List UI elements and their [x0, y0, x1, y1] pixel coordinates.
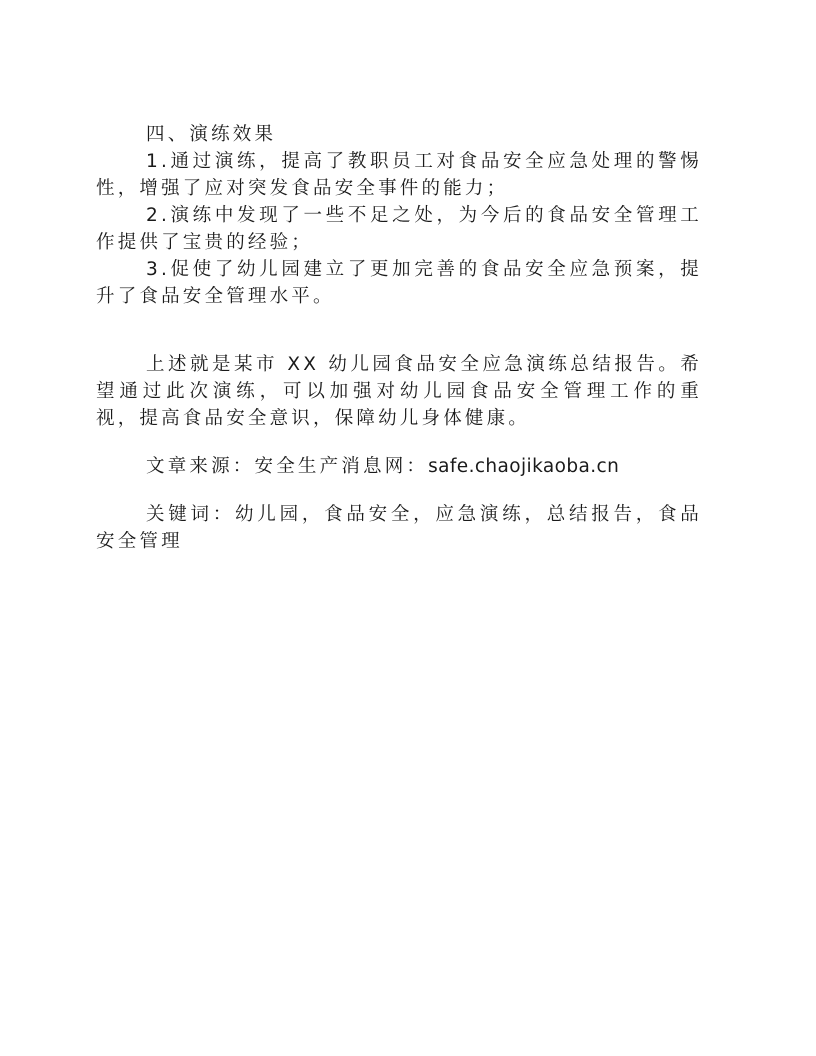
- source-line: [96, 453, 702, 480]
- list-item: 2.演练中发现了一些不足之处，为今后的食品安全管理工作提供了宝贵的经验；: [96, 205, 702, 253]
- document-body: [96, 121, 702, 555]
- paragraph-spacer: [96, 480, 702, 501]
- section-heading: 四、演练效果: [146, 124, 277, 145]
- list-item: 3.促使了幼儿园建立了更加完善的食品安全应急预案，提升了食品安全管理水平。: [96, 259, 702, 307]
- paragraph-spacer: [96, 432, 702, 453]
- summary-paragraph: 上述就是某市 XX 幼儿园食品安全应急演练总结报告。希望通过此次演练，可以加强对幼儿园食品安全管理工作的重视，提高食品安全意识，保障幼儿身体健康。: [96, 354, 702, 429]
- keywords-paragraph: 关键词：幼儿园，食品安全，应急演练，总结报告，食品安全管理: [96, 504, 702, 552]
- list-item: 1.通过演练，提高了教职员工对食品安全应急处理的警惕性，增强了应对突发食品安全事件的能力；: [96, 151, 702, 199]
- source-label: 文章来源：安全生产消息网：: [146, 456, 429, 477]
- paragraph-spacer: [96, 310, 702, 351]
- source-url: safe.chaojikaoba.cn: [428, 456, 620, 477]
